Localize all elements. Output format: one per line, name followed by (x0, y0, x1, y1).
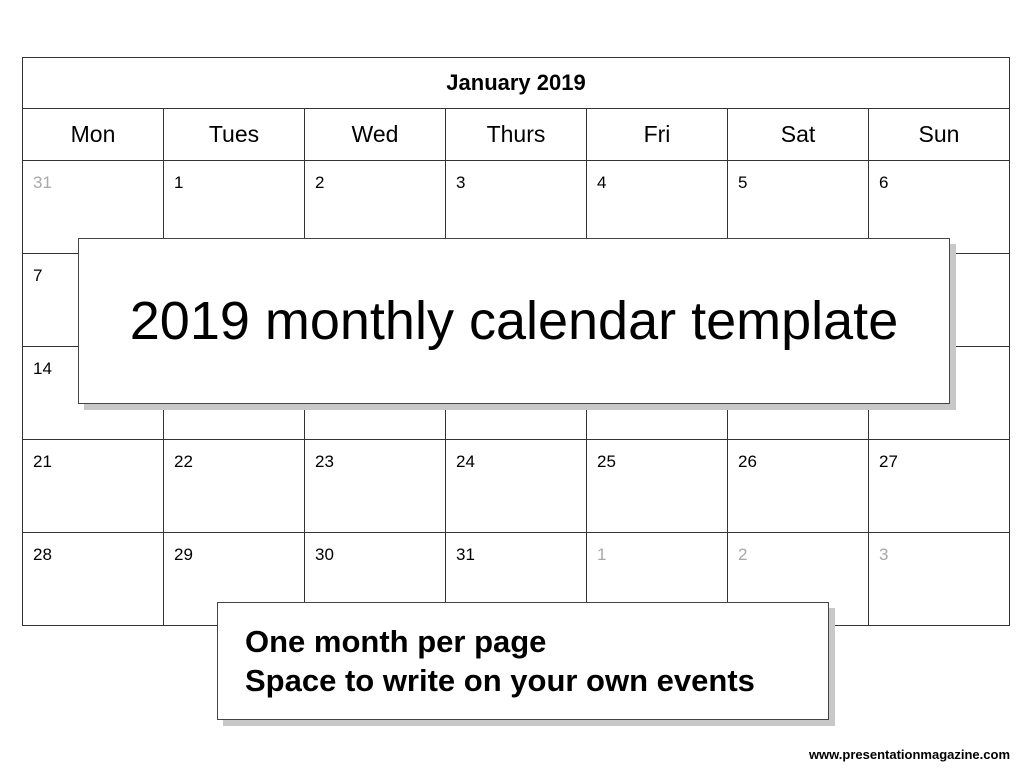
day-number: 1 (597, 545, 607, 564)
weekday-header: Fri (587, 109, 728, 161)
day-number: 28 (33, 545, 52, 564)
day-number: 7 (33, 266, 43, 285)
weekday-header: Tues (164, 109, 305, 161)
day-cell (728, 440, 869, 533)
day-number: 1 (174, 173, 184, 192)
day-number: 2 (315, 173, 325, 192)
day-number: 30 (315, 545, 334, 564)
day-cell (23, 440, 164, 533)
weekday-header: Mon (23, 109, 164, 161)
day-number: 6 (879, 173, 889, 192)
day-number: 31 (33, 173, 52, 192)
weekday-header: Wed (305, 109, 446, 161)
day-number: 3 (456, 173, 466, 192)
feature-line: One month per page (245, 624, 547, 659)
footer-url: www.presentationmagazine.com (808, 747, 1010, 762)
day-number: 24 (456, 452, 475, 471)
day-cell (23, 533, 164, 626)
day-number: 31 (456, 545, 475, 564)
day-cell (869, 533, 1010, 626)
title-banner (78, 238, 950, 404)
day-cell (587, 440, 728, 533)
day-cell (305, 440, 446, 533)
weekday-header: Thurs (446, 109, 587, 161)
day-cell (164, 440, 305, 533)
day-number: 2 (738, 545, 748, 564)
day-number: 23 (315, 452, 334, 471)
weekday-header: Sun (869, 109, 1010, 161)
day-number: 21 (33, 452, 52, 471)
day-number: 22 (174, 452, 193, 471)
day-number: 5 (738, 173, 748, 192)
month-title: January 2019 (23, 58, 1010, 109)
day-number: 29 (174, 545, 193, 564)
day-cell (869, 440, 1010, 533)
day-number: 26 (738, 452, 757, 471)
banner-title: 2019 monthly calendar template (129, 291, 899, 351)
day-cell (446, 440, 587, 533)
day-number: 27 (879, 452, 898, 471)
weekday-header-row (23, 109, 1010, 161)
day-number: 3 (879, 545, 889, 564)
day-number: 14 (33, 359, 52, 378)
day-number: 4 (597, 173, 607, 192)
weekday-header: Sat (728, 109, 869, 161)
features-box (217, 602, 829, 720)
feature-line: Space to write on your own events (245, 663, 755, 698)
week-row (23, 440, 1010, 533)
day-number: 25 (597, 452, 616, 471)
